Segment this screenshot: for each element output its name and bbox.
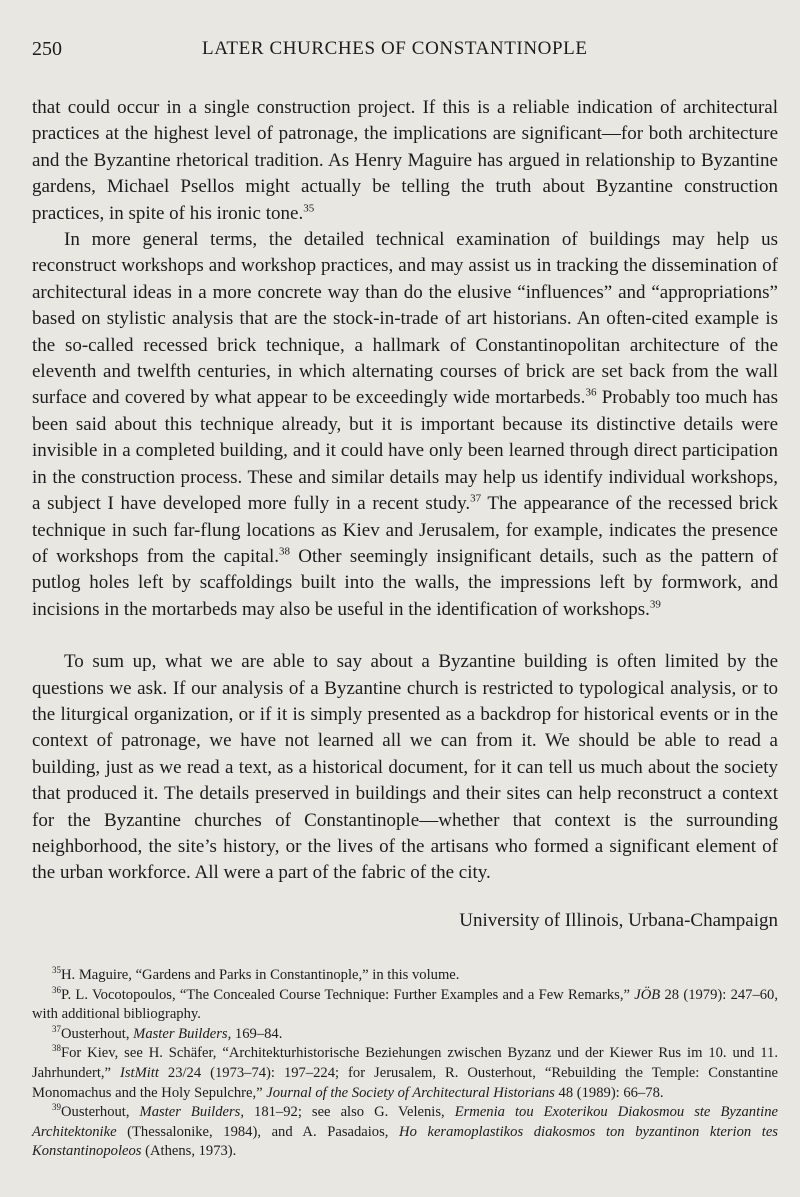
footnote-book-title: Master Builders, xyxy=(133,1025,232,1042)
footnote-journal-title: IstMitt xyxy=(120,1064,159,1081)
paragraph-2-part-2: Probably too much has been said about this technique already, but it is important because its distinctive details were invisible in a completed building, and it could have only been learned through direct participation in the construction process. These and similar details may help us identify individual workshops, a subject I have developed more fully in a recent study. xyxy=(32,387,778,515)
footnote-36 xyxy=(32,986,778,1025)
footnote-book-title: Master Builders, xyxy=(139,1104,245,1121)
footnote-39 xyxy=(32,1103,778,1162)
paragraph-3-text: To sum up, what we are able to say about a Byzantine building is often limited by the questions we ask. If our analysis of a Byzantine church is restricted to typological analysis, or to the liturgical organization, or if it is simply presented as a backdrop for historical events or in the context of patronage, we have not learned all we can from it. We should be able to read a building, just as we read a text, as a historical document, for it can tell us much about the society that produced it. The details preserved in buildings and their sites can help reconstruct a context for the Byzantine churches of Constantinople—whether that context is the surrounding neighborhood, the site’s history, or the lives of the artisans who formed a significant element of the urban workforce. All were a part of the fabric of the city. xyxy=(32,651,778,884)
footnote-number: 39 xyxy=(52,1102,61,1113)
body-text xyxy=(32,95,778,887)
footnote-text: 48 (1989): 66–78. xyxy=(554,1084,664,1101)
footnote-number: 36 xyxy=(52,984,61,995)
footnote-text: 181–92; see also G. Velenis, xyxy=(244,1104,455,1121)
footnote-38 xyxy=(32,1044,778,1103)
paragraph-2-part-1: In more general terms, the detailed technical examination of buildings may help us reconstruct workshops and workshop practices, and may assist us in tracking the dissemination of architectural ideas in a more concrete way than do the elusive “influences” and “appropriations” based on stylistic analysis that are the stock-in-trade of art historians. An often-cited example is the so-called recessed brick technique, a hallmark of Constantinopolitan architecture of the eleventh and twelfth centuries, in which alternating courses of brick are set back from the wall surface and covered by what appear to be exceedingly wide mortarbeds. xyxy=(32,229,778,409)
footnote-ref-38[interactable]: 38 xyxy=(278,545,290,558)
footnote-text: 28 (1979): 247–60, with additional bibliography. xyxy=(32,986,778,1023)
footnote-text: (Thessalonike, 1984), and A. Pasadaios, xyxy=(116,1123,400,1140)
paragraph-3 xyxy=(32,649,778,887)
footnote-book-title: Ermenia tou Exoterikou Diakosmou ste Byzantine Architektonike xyxy=(32,1104,778,1140)
author-affiliation: University of Illinois, Urbana-Champaign xyxy=(459,910,778,931)
footnote-journal-title: Journal of the Society of Architectural Historians xyxy=(266,1084,555,1101)
footnote-ref-37[interactable]: 37 xyxy=(470,492,482,505)
page-number: 250 xyxy=(32,38,62,60)
footnote-ref-39[interactable]: 39 xyxy=(649,598,661,611)
footnote-35 xyxy=(32,966,778,986)
footnote-text: For Kiev, see H. Schäfer, “Architekturhistorische Beziehungen zwischen Byzanz und der Kiewer Rus im 10. und 11. Jahrhundert,” xyxy=(32,1045,778,1081)
footnote-text: Ousterhout, xyxy=(61,1025,134,1042)
paragraph-2-part-4: Other seemingly insignificant details, such as the pattern of putlog holes left by scaffoldings built into the walls, the impressions left by formwork, and incisions in the mortarbeds may also be useful in the identification of workshops. xyxy=(32,545,778,620)
footnote-text: 23/24 (1973–74): 197–224; for Jerusalem, R. Ousterhout, “Rebuilding the Temple: Constantine Monomachus and the Holy Sepulchre,” xyxy=(32,1064,778,1101)
paragraph-2 xyxy=(32,227,778,623)
footnote-number: 35 xyxy=(52,965,61,976)
footnote-number: 38 xyxy=(52,1043,61,1054)
footnote-number: 37 xyxy=(52,1023,61,1034)
footnote-book-title: Ho keramoplastikos diakosmos ton byzantinon kterion tes Konstantinopoleos xyxy=(32,1123,778,1160)
footnote-37 xyxy=(32,1025,778,1045)
footnotes xyxy=(32,966,778,1162)
footnote-text: 169–84. xyxy=(231,1025,283,1042)
footnote-text: Ousterhout, xyxy=(61,1104,140,1121)
paragraph-2-part-3: The appearance of the recessed brick technique in such far-flung locations as Kiev and Jerusalem, for example, indicates the presence of workshops from the capital. xyxy=(32,493,778,567)
footnote-text: (Athens, 1973). xyxy=(141,1143,237,1160)
footnote-ref-35[interactable]: 35 xyxy=(303,202,315,215)
running-head xyxy=(32,38,778,68)
paragraph-1-text: that could occur in a single construction project. If this is a reliable indication of architectural practices at the highest level of patronage, the implications are significant—for both architecture and the Byzantine rhetorical tradition. As Henry Maguire has argued in relationship to Byzantine gardens, Michael Psellos might actually be telling the truth about Byzantine construction practices, in spite of his ironic tone. xyxy=(32,97,778,224)
footnote-text: P. L. Vocotopoulos, “The Concealed Course Technique: Further Examples and a Few Remarks,” xyxy=(61,986,635,1003)
running-title: LATER CHURCHES OF CONSTANTINOPLE xyxy=(202,38,588,59)
footnote-journal-title: JÖB xyxy=(634,986,661,1003)
paragraph-1 xyxy=(32,95,778,227)
footnote-ref-36[interactable]: 36 xyxy=(585,387,597,400)
footnote-text: H. Maguire, “Gardens and Parks in Constantinople,” in this volume. xyxy=(61,967,460,983)
